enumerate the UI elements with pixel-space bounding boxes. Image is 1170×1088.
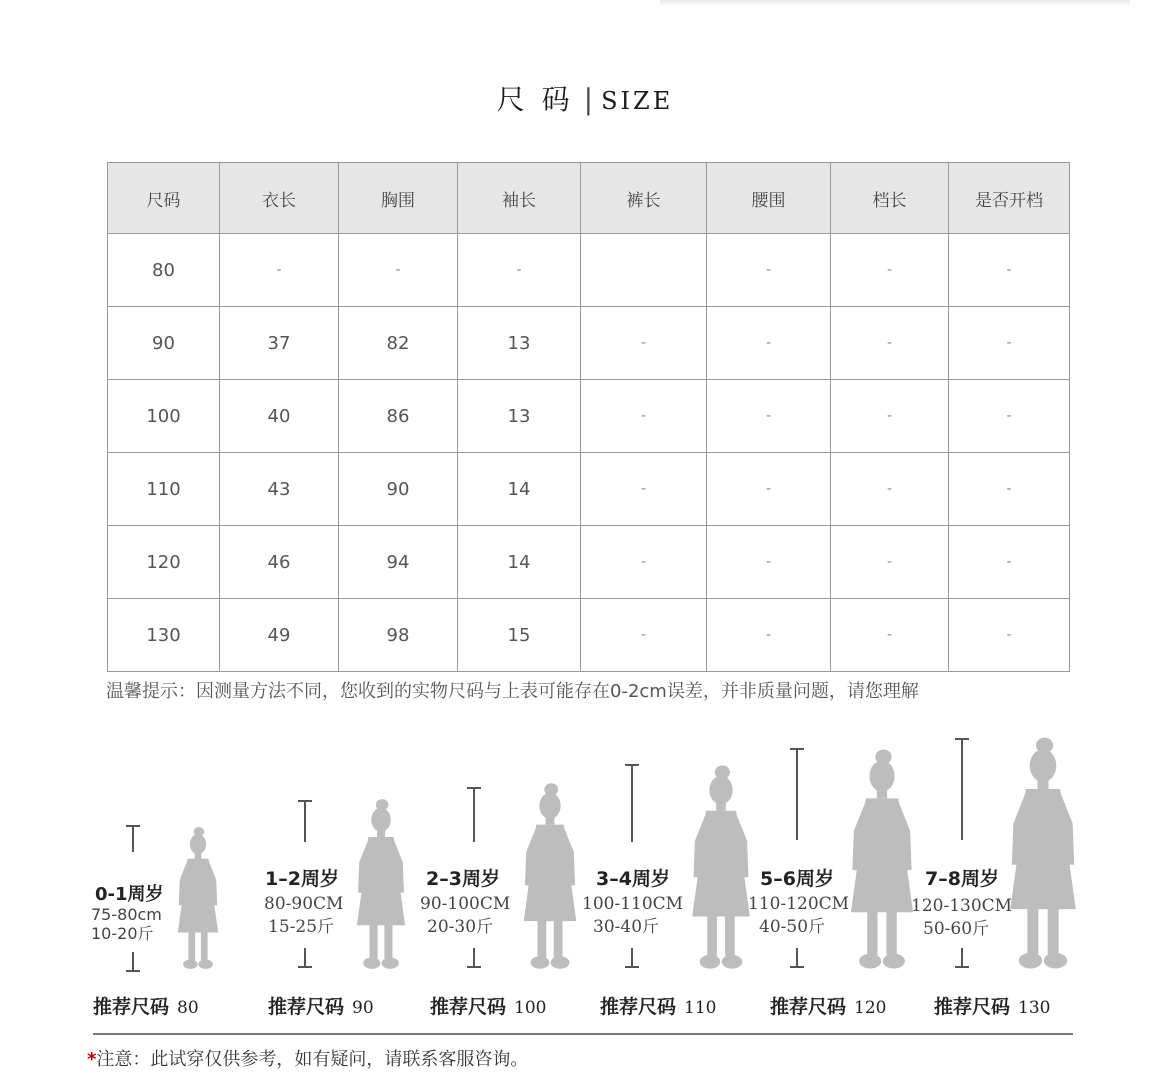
rec-size: 120 bbox=[854, 998, 887, 1018]
table-cell: - bbox=[949, 307, 1070, 380]
asterisk-icon: * bbox=[87, 1049, 97, 1070]
table-cell bbox=[581, 234, 707, 307]
table-cell: 14 bbox=[458, 526, 581, 599]
height-range: 90-100CM bbox=[420, 894, 511, 914]
rec-label: 推荐尺码 bbox=[268, 996, 345, 1018]
title-en: SIZE bbox=[601, 87, 674, 115]
table-cell: 40 bbox=[220, 380, 339, 453]
rec-label: 推荐尺码 bbox=[770, 996, 847, 1018]
recommended-size bbox=[600, 992, 716, 1019]
child-silhouette-icon bbox=[998, 736, 1088, 970]
header-pants-length: 裤长 bbox=[581, 163, 707, 234]
table-row bbox=[108, 453, 1070, 526]
table-cell: 120 bbox=[108, 526, 220, 599]
table-cell: - bbox=[707, 453, 831, 526]
table-cell: - bbox=[831, 526, 949, 599]
table-cell: - bbox=[220, 234, 339, 307]
recommended-size bbox=[93, 992, 199, 1019]
child-silhouette-icon bbox=[346, 798, 416, 970]
table-cell: - bbox=[949, 234, 1070, 307]
age-label: 7–8周岁 bbox=[925, 868, 999, 890]
table-cell: 14 bbox=[458, 453, 581, 526]
table-cell: 94 bbox=[339, 526, 458, 599]
table-cell: - bbox=[831, 453, 949, 526]
weight-range: 50-60斤 bbox=[923, 919, 990, 939]
footer-note bbox=[87, 1045, 528, 1071]
table-cell: - bbox=[949, 599, 1070, 672]
recommended-size bbox=[430, 992, 546, 1019]
size-table bbox=[107, 162, 1070, 672]
weight-range: 15-25斤 bbox=[268, 917, 335, 937]
table-cell: - bbox=[339, 234, 458, 307]
table-cell: - bbox=[707, 234, 831, 307]
table-cell: - bbox=[458, 234, 581, 307]
age-label: 5–6周岁 bbox=[760, 868, 834, 890]
header-open-crotch: 是否开档 bbox=[949, 163, 1070, 234]
table-cell: 110 bbox=[108, 453, 220, 526]
table-cell: 90 bbox=[339, 453, 458, 526]
rec-label: 推荐尺码 bbox=[600, 996, 677, 1018]
page-title bbox=[0, 78, 1170, 118]
title-cn: 尺 码 bbox=[496, 83, 574, 116]
table-cell: - bbox=[581, 526, 707, 599]
recommended-size bbox=[268, 992, 374, 1019]
table-cell: 49 bbox=[220, 599, 339, 672]
recommended-size bbox=[770, 992, 886, 1019]
header-size: 尺码 bbox=[108, 163, 220, 234]
weight-range: 40-50斤 bbox=[759, 917, 826, 937]
tip-note: 温馨提示：因测量方法不同，您收到的实物尺码与上表可能存在0-2cm误差，并非质量问题，请您理解 bbox=[106, 681, 919, 702]
table-header-row bbox=[108, 163, 1070, 234]
rec-size: 110 bbox=[684, 998, 717, 1018]
table-cell: - bbox=[831, 599, 949, 672]
table-row bbox=[108, 599, 1070, 672]
age-label: 1–2周岁 bbox=[265, 868, 339, 890]
rec-label: 推荐尺码 bbox=[93, 996, 170, 1018]
table-cell: 90 bbox=[108, 307, 220, 380]
table-row bbox=[108, 234, 1070, 307]
table-row bbox=[108, 380, 1070, 453]
recommended-size bbox=[934, 992, 1050, 1019]
table-cell: - bbox=[831, 380, 949, 453]
top-shadow bbox=[660, 0, 1130, 6]
height-range: 100-110CM bbox=[582, 894, 684, 914]
table-cell: 13 bbox=[458, 307, 581, 380]
divider bbox=[93, 1033, 1073, 1035]
rec-size: 90 bbox=[352, 998, 374, 1018]
table-cell: - bbox=[831, 234, 949, 307]
rec-size: 130 bbox=[1018, 998, 1051, 1018]
table-row bbox=[108, 307, 1070, 380]
child-silhouette-icon bbox=[680, 764, 762, 970]
weight-range: 20-30斤 bbox=[427, 917, 494, 937]
table-cell: - bbox=[581, 380, 707, 453]
height-range: 80-90CM bbox=[264, 894, 344, 914]
header-chest: 胸围 bbox=[339, 163, 458, 234]
table-cell: 82 bbox=[339, 307, 458, 380]
child-silhouette-icon bbox=[512, 782, 588, 970]
height-range: 75-80cm bbox=[91, 905, 162, 924]
height-range: 120-130CM bbox=[911, 896, 1013, 916]
table-row bbox=[108, 526, 1070, 599]
table-cell: 13 bbox=[458, 380, 581, 453]
rec-label: 推荐尺码 bbox=[430, 996, 507, 1018]
table-cell: 100 bbox=[108, 380, 220, 453]
table-cell: - bbox=[707, 526, 831, 599]
table-cell: 98 bbox=[339, 599, 458, 672]
table-cell: - bbox=[581, 307, 707, 380]
age-label: 0-1周岁 bbox=[95, 884, 164, 905]
table-cell: - bbox=[707, 380, 831, 453]
table-cell: - bbox=[707, 307, 831, 380]
footer-text: 注意：此试穿仅供参考，如有疑问，请联系客服咨询。 bbox=[96, 1049, 529, 1070]
table-cell: 80 bbox=[108, 234, 220, 307]
age-label: 3–4周岁 bbox=[596, 868, 670, 890]
table-cell: - bbox=[949, 380, 1070, 453]
child-silhouette-icon bbox=[166, 826, 230, 970]
table-cell: - bbox=[581, 453, 707, 526]
child-silhouette-icon bbox=[838, 748, 926, 970]
header-length: 衣长 bbox=[220, 163, 339, 234]
table-cell: - bbox=[831, 307, 949, 380]
rec-label: 推荐尺码 bbox=[934, 996, 1011, 1018]
title-separator: | bbox=[583, 83, 598, 116]
table-cell: - bbox=[949, 453, 1070, 526]
weight-range: 30-40斤 bbox=[593, 917, 660, 937]
table-cell: - bbox=[707, 599, 831, 672]
header-crotch: 档长 bbox=[831, 163, 949, 234]
table-cell: 15 bbox=[458, 599, 581, 672]
rec-size: 100 bbox=[514, 998, 547, 1018]
age-label: 2–3周岁 bbox=[426, 868, 500, 890]
table-cell: - bbox=[581, 599, 707, 672]
table-cell: 43 bbox=[220, 453, 339, 526]
table-cell: 130 bbox=[108, 599, 220, 672]
header-sleeve: 袖长 bbox=[458, 163, 581, 234]
rec-size: 80 bbox=[177, 998, 199, 1018]
table-cell: 37 bbox=[220, 307, 339, 380]
weight-range: 10-20斤 bbox=[91, 924, 154, 943]
table-cell: 46 bbox=[220, 526, 339, 599]
height-range: 110-120CM bbox=[748, 894, 850, 914]
header-waist: 腰围 bbox=[707, 163, 831, 234]
table-cell: - bbox=[949, 526, 1070, 599]
table-cell: 86 bbox=[339, 380, 458, 453]
